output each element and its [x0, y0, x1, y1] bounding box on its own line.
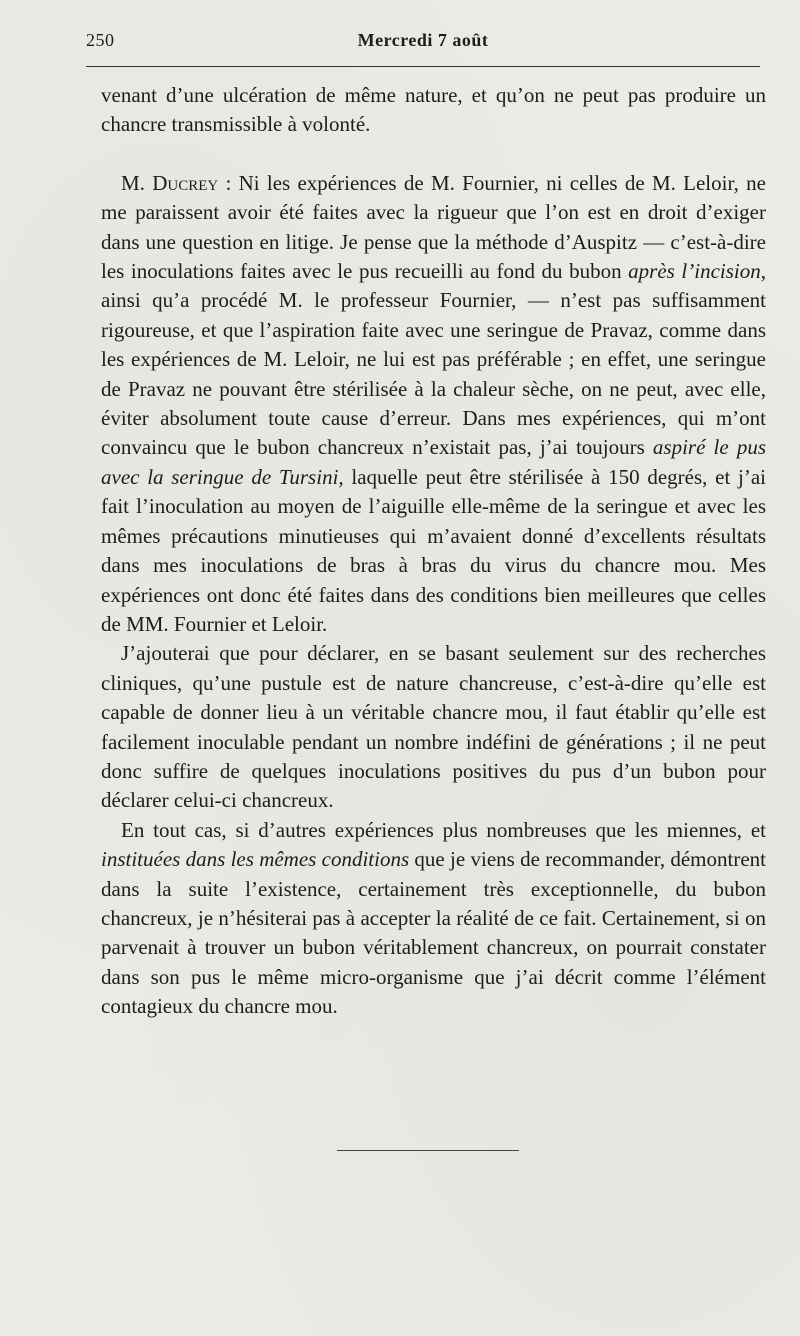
paragraph-2-italic-b: aspiré le pus avec la seringue de Tursini, — [101, 435, 766, 489]
running-title: Mercredi 7 août — [357, 30, 489, 50]
header-rule — [86, 66, 760, 67]
paragraph-4-italic-a: instituées dans les mêmes conditions — [101, 847, 410, 872]
paragraph-4-text-b: que je viens de recommander, démontrent dans la suite l’existence, certainement très exceptionnelle, du bubon chancreux, je n’hésiterai pas à accepter la réalité de ce fait. Certainement, si on parvenait à trouver un bubon véritablement chancreux, on pourrait constater dans son pus le même micro-organisme que j’ai décrit comme l’élément contagieux du chancre mou. — [101, 847, 766, 1019]
footer-rule — [337, 1150, 519, 1151]
speaker-prefix: M. — [121, 170, 153, 195]
page-number: 250 — [86, 30, 115, 50]
paragraph-2-text-a: : Ni les expériences de M. Fournier, ni celles de M. Leloir, ne me paraissent avoir été faites avec la rigueur que l’on est en droit d’exiger dans une question en litige. Je pense que la méthode d’Auspitz — c’est-à-dire les inoculations faites avec le pus recueilli au fond du bubon — [101, 170, 766, 284]
page-header — [86, 28, 760, 58]
paragraph-2 — [101, 169, 766, 640]
paragraph-3-text: J’ajouterai que pour déclarer, en se basant seulement sur des recherches cliniques, qu’une pustule est de nature chancreuse, c’est-à-dire qu’elle est capable de donner lieu à un véritable chancre mou, il faut établir qu’elle est facilement inoculable pendant un nombre indéfini de générations ; il ne peut donc suffire de quelques inoculations positives du pus d’un bubon pour déclarer celui-ci chancreux. — [101, 641, 766, 813]
paragraph-4 — [101, 816, 766, 1022]
paragraph-1-text: venant d’une ulcération de même nature, et qu’on ne peut pas produire un chancre transmissible à volonté. — [101, 83, 766, 137]
paragraph-1 — [101, 81, 766, 140]
paragraph-4-text-a: En tout cas, si d’autres expériences plus nombreuses que les miennes, et — [121, 817, 766, 842]
paragraph-2-italic-a: après l’incision — [628, 259, 761, 284]
paragraph-2-text-b: , ainsi qu’a procédé M. le professeur Fournier, — n’est pas suffisamment rigoureuse, et que l’aspiration faite avec une seringue de Pravaz, comme dans les expériences de M. Leloir, ne lui est pas préférable ; en effet, une seringue de Pravaz ne pouvant être stérilisée à la chaleur sèche, on ne peut, avec elle, éviter absolument toute cause d’erreur. Dans mes expériences, qui m’ont convaincu que le bubon chancreux n’existait pas, j’ai toujours — [101, 259, 766, 460]
paragraph-2-text-c: laquelle peut être stérilisée à 150 degrés, et j’ai fait l’inoculation au moyen de l’aiguille elle-même de la seringue et avec les mêmes précautions minutieuses qui m’avaient donné d’excellents résultats dans mes inoculations de bras à bras du virus du chancre mou. Mes expériences ont donc été faites dans des conditions bien meilleures que celles de MM. Fournier et Leloir. — [101, 464, 766, 636]
speaker-name: Ducrey — [152, 170, 219, 195]
paragraph-3 — [101, 639, 766, 815]
body-text — [101, 81, 766, 1022]
